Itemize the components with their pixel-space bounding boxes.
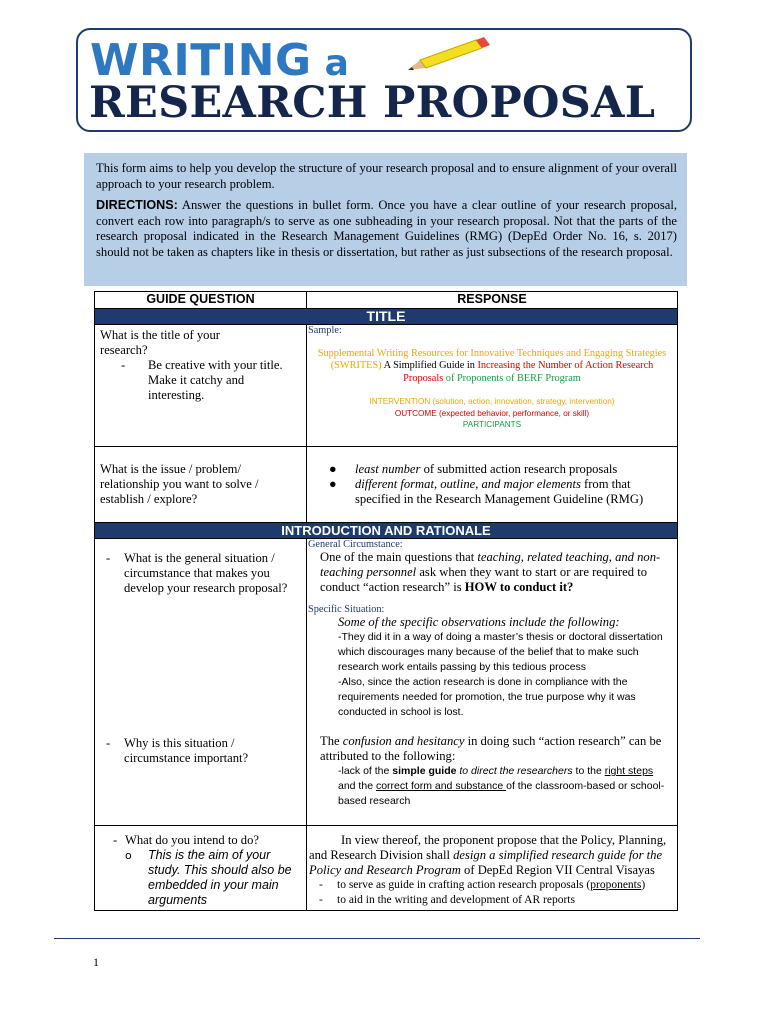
table-row	[95, 325, 678, 447]
why-text: The confusion and hesitancy in doing such “action research” can be attributed to the following:	[320, 734, 662, 763]
section-title-row	[95, 309, 678, 325]
question-bullet: - Be creative with your title. Make it catchy and interesting.	[121, 358, 283, 402]
question-issue: What is the issue / problem/ relationship you want to solve / establish / explore?	[100, 462, 259, 506]
general-label: General Circumstance:	[308, 539, 403, 550]
list-item: - to serve as guide in crafting action research proposals (proponents)	[319, 879, 646, 891]
sample-label: Sample:	[308, 325, 342, 336]
intend-text: In view thereof, the proponent propose that the Policy, Planning, and Research Division shall design a simplified research guide for the Policy and Research Program of DepEd Region VII Central Visayas	[309, 833, 667, 877]
question-why: - Why is this situation / circumstance important?	[106, 736, 249, 765]
specific-points	[307, 630, 677, 720]
legend-participants: PARTICIPANTS	[462, 420, 522, 429]
question-general: - What is the general situation / circumstance that makes you develop your research proposal?	[106, 551, 288, 595]
issue-bullets	[307, 447, 677, 507]
intro-paragraph: This form aims to help you develop the structure of your research proposal and to ensure alignment of your overall approach to your research problem.	[96, 161, 677, 191]
legend	[307, 385, 677, 431]
table-header-row	[95, 292, 678, 309]
pencil-icon	[398, 34, 498, 78]
question-intend: - What do you intend to do?	[113, 833, 259, 847]
specific-label: Specific Situation:	[308, 604, 385, 615]
section-title: TITLE	[95, 309, 678, 325]
list-item: ● least number of submitted action research proposals	[329, 462, 618, 476]
list-item: - to aid in the writing and development of AR reports	[319, 894, 575, 906]
table-row	[95, 447, 678, 523]
why-points: -lack of the simple guide to direct the researchers to the right steps and the correct form and substance of the classroom-based or school-based research	[338, 765, 665, 807]
intro-box	[84, 153, 687, 286]
section-intro-row	[95, 523, 678, 539]
footer-divider	[54, 938, 700, 939]
list-item: -They did it in a way of doing a master’s thesis or doctoral dissertation which discourages many because of the belief that to make such research work entails passing by this tedious process	[338, 631, 663, 673]
list-item: -Also, since the action research is done in compliance with the requirements needed for promotion, the true purpose why it was conducted in school is lost.	[338, 676, 636, 718]
list-item: ● different format, outline, and major elements from that specified in the Research Management Guideline (RMG)	[329, 477, 644, 506]
title-line-2: RESEARCH PROPOSAL	[89, 78, 656, 128]
general-text: One of the main questions that teaching, related teaching, and non-teaching personnel ask when they want to start or are required to conduct “action research” is HOW to conduct it?	[320, 550, 661, 594]
page-number: 1	[93, 955, 99, 969]
guide-table	[94, 291, 678, 911]
sample-title: Supplemental Writing Resources for Innovative Techniques and Engaging Strategies (SWRITES) A Simplified Guide in Increasing the Number of Action Research Proposals of Proponents of BERF Program	[317, 347, 667, 384]
section-intro: INTRODUCTION AND RATIONALE	[95, 523, 678, 539]
col-header-response: RESPONSE	[307, 292, 678, 309]
question-title: What is the title of your research?	[100, 328, 220, 357]
legend-outcome: OUTCOME (expected behavior, performance, or skill)	[394, 408, 590, 418]
table-row	[95, 539, 678, 826]
title-line-1: WRITING a	[90, 35, 350, 86]
table-row	[95, 826, 678, 911]
directions-paragraph: DIRECTIONS: Answer the questions in bullet form. Once you have a clear outline of your research proposal, convert each row into paragraph/s to serve as one subheading in your research proposal. Not that the parts of the research proposal indicated in the Research Management Guidelines (RMG) (DepEd Order No. 16, s. 2017) should not be taken as chapters like in thesis or dissertation, but rather as just subsections of the research proposal.	[96, 198, 677, 259]
intend-bullet: o This is the aim of your study. This should also be embedded in your main arguments	[125, 848, 292, 907]
col-header-question: GUIDE QUESTION	[95, 292, 307, 309]
specific-intro: Some of the specific observations include the following:	[338, 615, 620, 629]
legend-intervention: INTERVENTION (solution, action, innovation, strategy, intervention)	[369, 397, 615, 406]
